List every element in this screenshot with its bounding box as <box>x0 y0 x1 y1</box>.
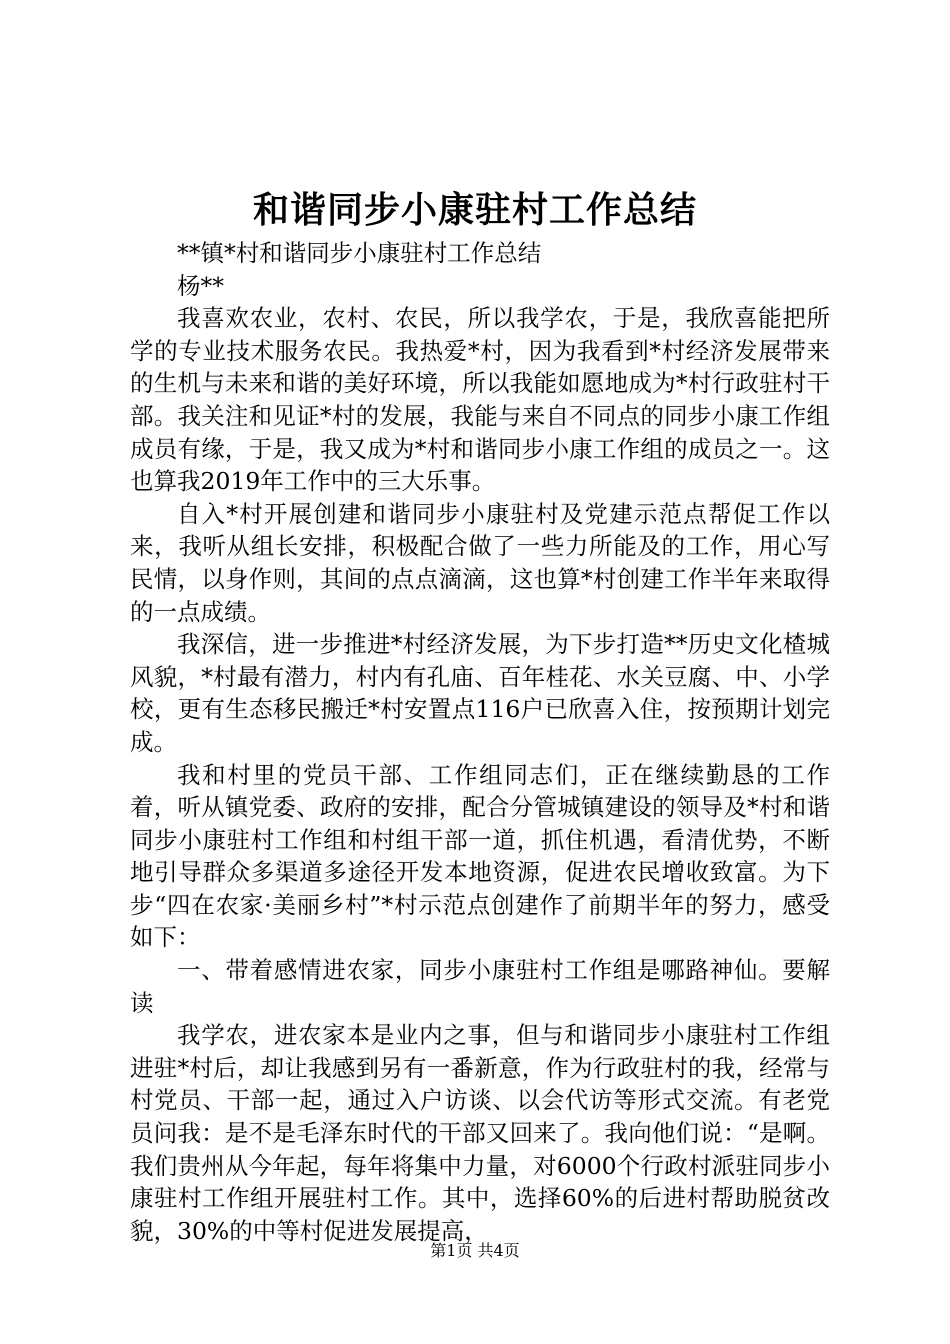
body-paragraph: 自入*村开展创建和谐同步小康驻村及党建示范点帮促工作以来，我听从组长安排，积极配合做了一些力所能及的工作，用心写民情，以身作则，其间的点点滴滴，这也算*村创建工作半年来取得的一点成绩。 <box>130 499 830 626</box>
body-paragraph: 我和村里的党员干部、工作组同志们，正在继续勤恳的工作着，听从镇党委、政府的安排，配合分管城镇建设的领导及*村和谐同步小康驻村工作组和村组干部一道，抓住机遇，看清优势，不断地引导群众多渠道多途径开发本地资源，促进农民增收致富。为下步“四在农家·美丽乡村”*村示范点创建作了前期半年的努力，感受如下： <box>130 760 830 952</box>
document-body <box>130 237 830 1247</box>
body-paragraph: 我学农，进农家本是业内之事，但与和谐同步小康驻村工作组进驻*村后，却让我感到另有一番新意，作为行政驻村的我，经常与村党员、干部一起，通过入户访谈、以会代访等形式交流。有老党员问我：是不是毛泽东时代的干部又回来了。我向他们说：“是啊。我们贵州从今年起，每年将集中力量，对6000个行政村派驻同步小康驻村工作组开展驻村工作。其中，选择60%的后进村帮助脱贫改貌，30%的中等村促进发展提高， <box>130 1021 830 1245</box>
body-paragraph: 我喜欢农业，农村、农民，所以我学农，于是，我欣喜能把所学的专业技术服务农民。我热爱*村，因为我看到*村经济发展带来的生机与未来和谐的美好环境，所以我能如愿地成为*村行政驻村干部。我关注和见证*村的发展，我能与来自不同点的同步小康工作组成员有缘，于是，我又成为*村和谐同步小康工作组的成员之一。这也算我2019年工作中的三大乐事。 <box>130 304 830 496</box>
subtitle-paragraph: **镇*村和谐同步小康驻村工作总结 <box>177 239 542 267</box>
body-paragraph: 我深信，进一步推进*村经济发展，为下步打造**历史文化楂城风貌，*村最有潜力，村内有孔庙、百年桂花、水关豆腐、中、小学校，更有生态移民搬迁*村安置点116户已欣喜入住，按预期计划完成。 <box>130 630 830 756</box>
page-footer: 第1页 共4页 <box>430 1241 520 1260</box>
section-heading-paragraph: 一、带着感情进农家，同步小康驻村工作组是哪路神仙。要解读 <box>130 956 830 1017</box>
author-paragraph: 杨** <box>177 271 224 300</box>
document-title: 和谐同步小康驻村工作总结 <box>252 189 697 231</box>
